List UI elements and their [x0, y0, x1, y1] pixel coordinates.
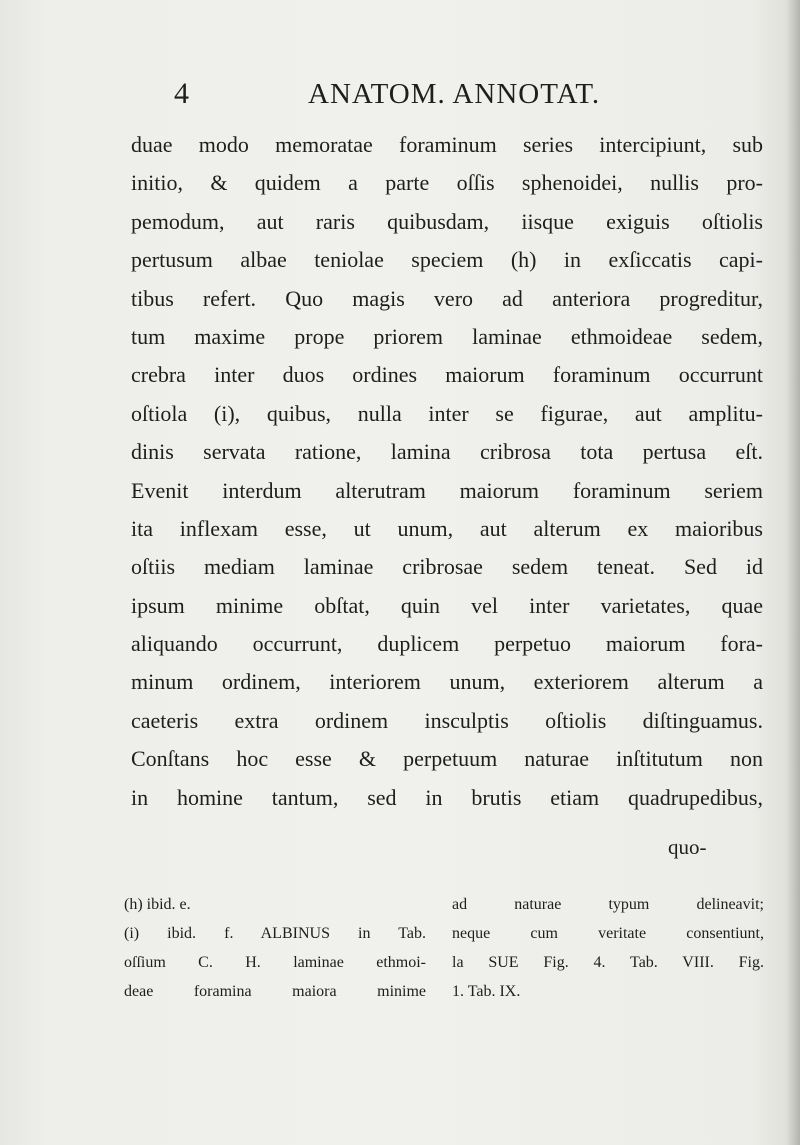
- text-line: tibus refert. Quo magis vero ad anteriora progreditur,: [131, 285, 763, 311]
- text-line: duae modo memoratae foraminum series intercipiunt, sub: [131, 132, 763, 157]
- text-line: ipsum minime obſtat, quin vel inter varietates, quae: [131, 592, 763, 618]
- footnote-column-left: [124, 890, 426, 1006]
- footnote-line: ad naturae typum delineavit;: [452, 896, 764, 913]
- text-line: pemodum, aut raris quibusdam, iisque exiguis oſtiolis: [131, 208, 763, 234]
- text-line: minum ordinem, interiorem unum, exteriorem alterum a: [131, 669, 763, 695]
- footnote-line: 1. Tab. IX.: [452, 983, 521, 1000]
- text-line: Evenit interdum alterutram maiorum foraminum seriem: [131, 477, 763, 503]
- footnote-line: (h) ibid. e.: [124, 896, 191, 913]
- text-line: aliquando occurrunt, duplicem perpetuo maiorum fora-: [131, 631, 763, 657]
- footnote-line: neque cum veritate consentiunt,: [452, 925, 764, 942]
- footnotes: [124, 890, 764, 1030]
- text-line: caeteris extra ordinem insculptis oſtiolis diſtinguamus.: [131, 707, 763, 733]
- footnote-line: (i) ibid. f. ALBINUS in Tab.: [124, 925, 426, 942]
- text-line: dinis servata ratione, lamina cribrosa tota pertusa eſt.: [131, 439, 763, 465]
- footnote-line: oſſium C. H. laminae ethmoi-: [124, 954, 426, 971]
- text-line: in homine tantum, sed in brutis etiam quadrupedibus,: [131, 784, 763, 810]
- footnote-column-right: [452, 890, 764, 1006]
- page-number: 4: [174, 77, 189, 110]
- text-line: oſtiis mediam laminae cribrosae sedem teneat. Sed id: [131, 554, 763, 580]
- catchword: quo-: [668, 835, 707, 859]
- footnote-line: deae foramina maiora minime: [124, 983, 426, 1000]
- main-text: [131, 126, 763, 817]
- text-line: pertusum albae teniolae speciem (h) in exſiccatis capi-: [131, 247, 763, 273]
- text-line: ita inflexam esse, ut unum, aut alterum ex maioribus: [131, 515, 763, 541]
- text-line: initio, & quidem a parte oſſis sphenoidei, nullis pro-: [131, 170, 763, 196]
- text-line: Conſtans hoc esse & perpetuum naturae inſtitutum non: [131, 746, 763, 772]
- text-line: crebra inter duos ordines maiorum foraminum occurrunt: [131, 362, 763, 388]
- spine-shadow: [786, 0, 800, 1145]
- running-head: [0, 72, 800, 116]
- footnote-line: la SUE Fig. 4. Tab. VIII. Fig.: [452, 954, 764, 971]
- text-line: oſtiola (i), quibus, nulla inter se figurae, aut amplitu-: [131, 400, 763, 426]
- running-title: ANATOM. ANNOTAT.: [308, 78, 601, 110]
- text-line: tum maxime prope priorem laminae ethmoideae sedem,: [131, 323, 763, 349]
